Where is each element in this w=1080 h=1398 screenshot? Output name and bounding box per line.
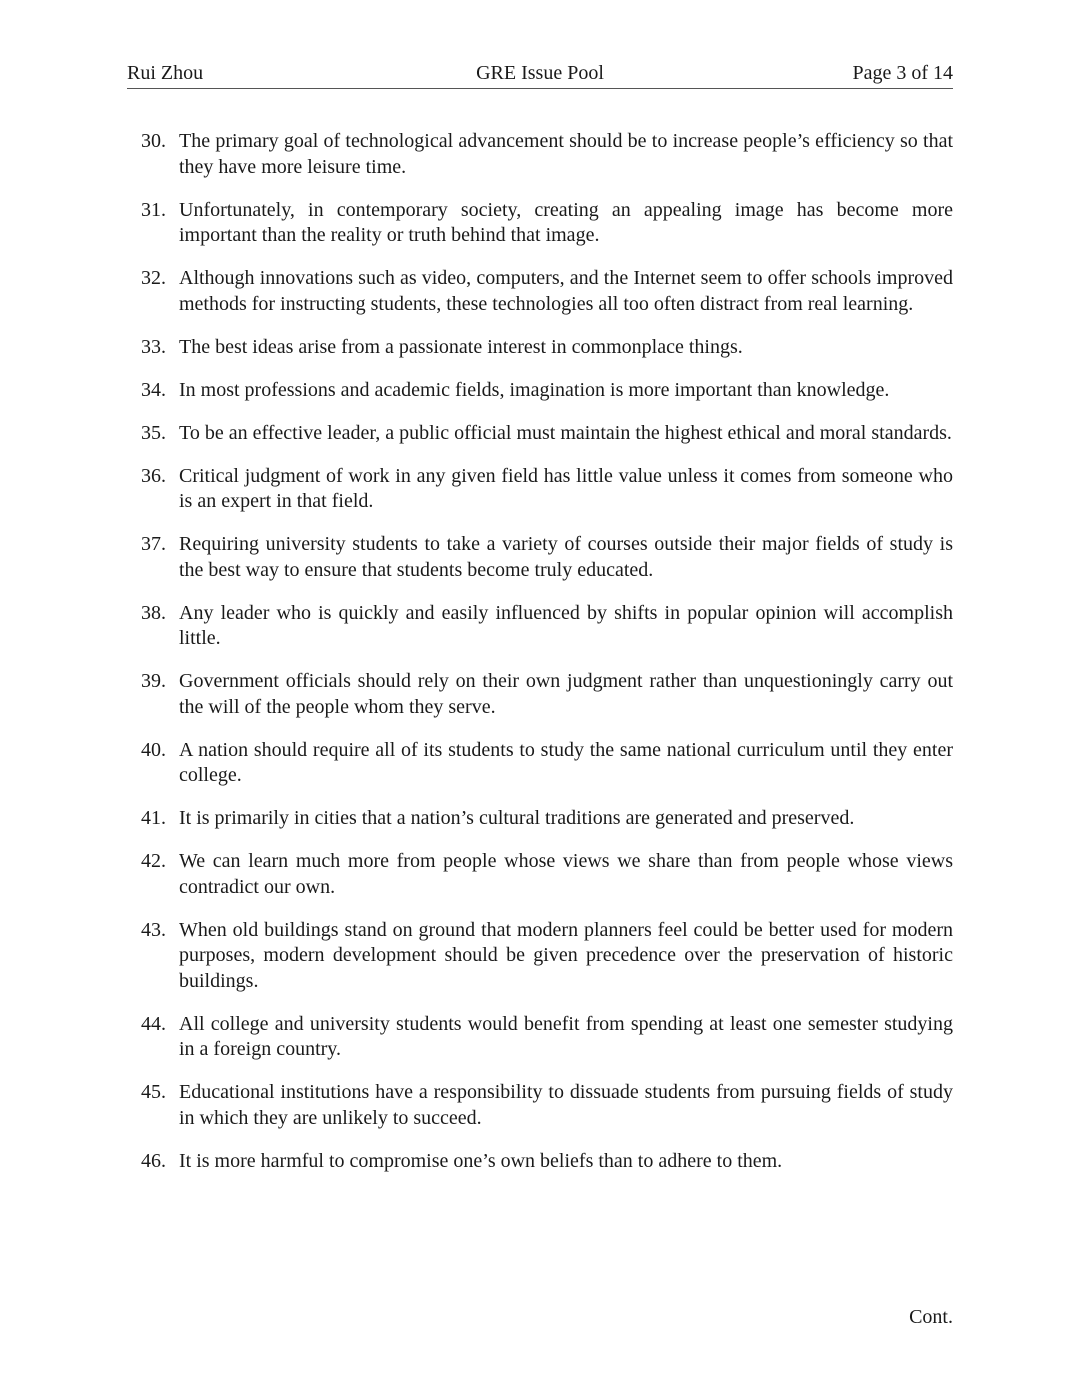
list-item xyxy=(127,1149,953,1175)
item-text: Government officials should rely on their own judgment rather than unquestioningly carry out the will of the people whom they serve. xyxy=(179,670,953,718)
item-number: 34. xyxy=(141,378,166,401)
list-item xyxy=(127,198,953,249)
item-number: 45. xyxy=(141,1081,166,1103)
item-text: Educational institutions have a responsibility to dissuade students from pursuing fields of study in which they are unlikely to succeed. xyxy=(179,1081,953,1129)
item-text: All college and university students would benefit from spending at least one semester studying in a foreign country. xyxy=(179,1012,953,1060)
item-number: 43. xyxy=(141,918,166,941)
list-item xyxy=(127,378,953,404)
list-item xyxy=(127,421,953,447)
item-number: 39. xyxy=(141,670,166,692)
item-number: 31. xyxy=(141,198,166,221)
item-number: 35. xyxy=(141,421,166,444)
list-item xyxy=(127,1012,953,1063)
list-item xyxy=(127,129,953,180)
item-text: Any leader who is quickly and easily influenced by shifts in popular opinion will accomplish little. xyxy=(179,601,953,649)
issue-list xyxy=(127,129,953,1192)
item-text: Unfortunately, in contemporary society, creating an appealing image has become more important than the reality or truth behind that image. xyxy=(179,198,953,246)
item-number: 33. xyxy=(141,335,166,358)
item-number: 44. xyxy=(141,1012,166,1035)
header-title: GRE Issue Pool xyxy=(476,62,604,84)
continued-label: Cont. xyxy=(909,1306,953,1328)
page-header xyxy=(127,60,953,89)
item-number: 36. xyxy=(141,464,166,487)
item-text: Although innovations such as video, computers, and the Internet seem to offer schools improved methods for instructing students, these technologies all too often distract from real learning. xyxy=(179,267,953,315)
list-item xyxy=(127,601,953,652)
list-item xyxy=(127,464,953,515)
item-text: Requiring university students to take a variety of courses outside their major fields of study is the best way to ensure that students become truly educated. xyxy=(179,533,953,581)
item-text: The best ideas arise from a passionate interest in commonplace things. xyxy=(179,335,743,358)
item-number: 41. xyxy=(141,807,166,829)
item-text: The primary goal of technological advancement should be to increase people’s efficiency so that they have more leisure time. xyxy=(179,130,953,178)
item-number: 38. xyxy=(141,601,166,624)
item-text: A nation should require all of its students to study the same national curriculum until they enter college. xyxy=(179,738,953,786)
header-author: Rui Zhou xyxy=(127,62,204,84)
item-number: 40. xyxy=(141,738,166,761)
list-item xyxy=(127,532,953,583)
item-number: 42. xyxy=(141,850,166,872)
list-item xyxy=(127,669,953,720)
item-text: In most professions and academic fields, imagination is more important than knowledge. xyxy=(179,378,890,401)
item-text: We can learn much more from people whose views we share than from people whose views contradict our own. xyxy=(179,850,953,898)
item-number: 32. xyxy=(141,267,166,289)
item-text: Critical judgment of work in any given field has little value unless it comes from someone who is an expert in that field. xyxy=(179,464,953,512)
item-number: 46. xyxy=(141,1149,166,1172)
list-item xyxy=(127,849,953,900)
header-page-number: Page 3 of 14 xyxy=(852,62,953,84)
list-item xyxy=(127,335,953,361)
item-number: 30. xyxy=(141,130,166,152)
item-text: To be an effective leader, a public official must maintain the highest ethical and moral standards. xyxy=(179,421,952,444)
list-item xyxy=(127,1080,953,1131)
list-item xyxy=(127,918,953,995)
item-number: 37. xyxy=(141,533,166,555)
list-item xyxy=(127,806,953,832)
item-text: When old buildings stand on ground that modern planners feel could be better used for modern purposes, modern development should be given precedence over the preservation of historic buildings. xyxy=(179,918,953,992)
item-text: It is more harmful to compromise one’s own beliefs than to adhere to them. xyxy=(179,1149,783,1172)
item-text: It is primarily in cities that a nation’s cultural traditions are generated and preserved. xyxy=(179,807,855,829)
list-item xyxy=(127,738,953,789)
list-item xyxy=(127,266,953,317)
